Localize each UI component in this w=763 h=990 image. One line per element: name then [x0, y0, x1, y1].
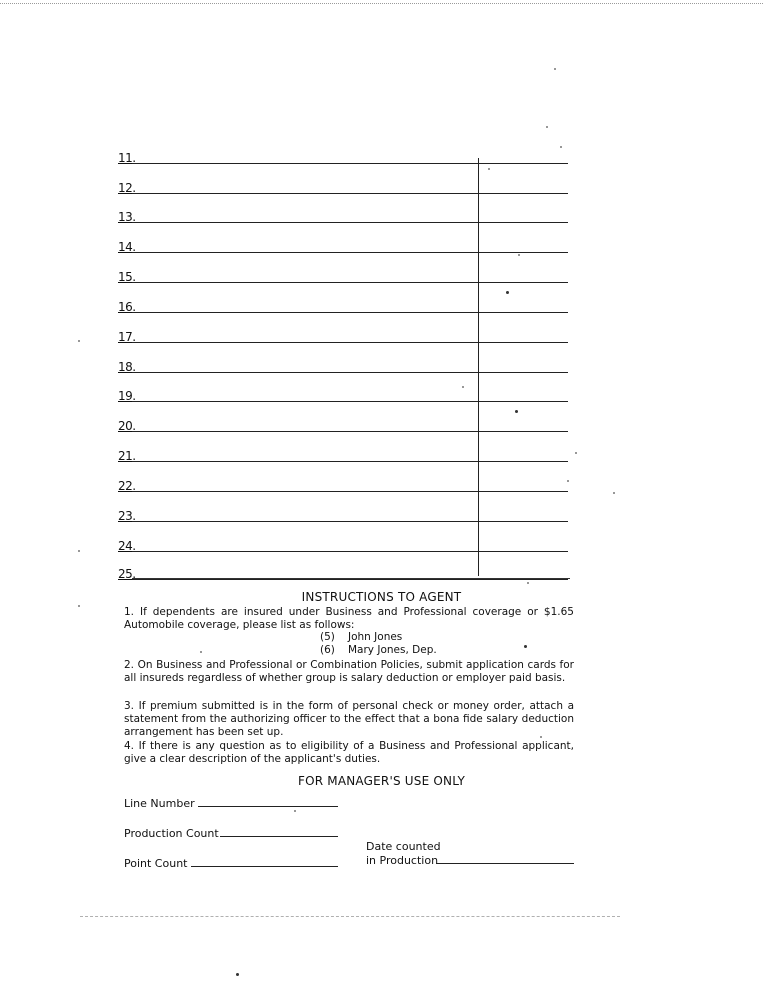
example-number: (5) [320, 631, 335, 643]
instruction-item-3: 3. If premium submitted is in the form of personal check or money order, attach a statement from the authorizing officer to the effect that a bona fide salary deduction arrangement has been set up. [124, 700, 574, 738]
column-divider [478, 158, 479, 576]
entry-line [118, 297, 568, 313]
scan-speck [527, 582, 529, 584]
entry-line [118, 148, 568, 164]
line-number: 18. [118, 360, 136, 374]
scan-speck [78, 340, 80, 342]
line-number: 22. [118, 479, 136, 493]
scan-speck [554, 68, 556, 70]
point-count-label: Point Count [124, 857, 188, 870]
instruction-item-2: 2. On Business and Professional or Combination Policies, submit application cards for all insureds regardless of whether group is salary deduction or employer paid basis. [124, 659, 574, 684]
line-rule [132, 431, 568, 432]
line-rule [132, 491, 568, 492]
line-number: 19. [118, 389, 136, 403]
line-number: 23. [118, 509, 136, 523]
entry-line [118, 357, 568, 373]
production-count-label: Production Count [124, 827, 219, 840]
instructions-heading: INSTRUCTIONS TO AGENT [301, 590, 462, 604]
date-counted-field[interactable] [436, 863, 574, 864]
production-count-field[interactable] [220, 836, 338, 837]
manager-heading: FOR MANAGER'S USE ONLY [297, 774, 466, 788]
dependent-example-1 [320, 631, 402, 644]
line-number: 11. [118, 151, 136, 165]
line-number-field[interactable] [198, 806, 338, 807]
scan-speck [524, 645, 527, 648]
entry-line [118, 506, 568, 522]
line-number: 12. [118, 181, 136, 195]
line-number: 13. [118, 210, 136, 224]
scan-speck [515, 410, 518, 413]
scan-speck [506, 291, 509, 294]
line-rule [132, 579, 568, 580]
entry-line [118, 476, 568, 492]
in-production-label: in Production [366, 854, 439, 867]
line-rule [132, 521, 568, 522]
scan-speck [613, 492, 615, 494]
entry-line [118, 446, 568, 462]
entry-line [118, 536, 568, 552]
scan-speck [78, 605, 80, 607]
scan-speck [294, 810, 296, 812]
scan-speck [488, 168, 490, 170]
line-number: 17. [118, 330, 136, 344]
entry-line [118, 386, 568, 402]
entry-line [118, 267, 568, 283]
dependent-example-2 [320, 644, 437, 657]
line-number-label: Line Number [124, 797, 195, 810]
instruction-item-4: 4. If there is any question as to eligibility of a Business and Professional applicant, give a clear description of the applicant's duties. [124, 740, 574, 765]
example-number: (6) [320, 644, 335, 656]
example-name: John Jones [348, 631, 403, 643]
line-number: 20. [118, 419, 136, 433]
scan-speck [518, 254, 520, 256]
line-rule [132, 342, 568, 343]
line-rule [132, 252, 568, 253]
line-rule [132, 193, 568, 194]
line-number: 21. [118, 449, 136, 463]
line-number: 25. [118, 567, 136, 581]
entry-line [118, 207, 568, 223]
line-number: 24. [118, 539, 136, 553]
scan-speck [200, 651, 202, 653]
line-rule [132, 222, 568, 223]
scan-speck [575, 452, 577, 454]
line-rule [132, 282, 568, 283]
entry-line [118, 416, 568, 432]
closing-rule [132, 578, 570, 579]
line-rule [132, 312, 568, 313]
scan-speck [236, 973, 239, 976]
example-name: Mary Jones, Dep. [348, 644, 437, 656]
line-number: 15. [118, 270, 136, 284]
line-rule [132, 401, 568, 402]
entry-line [118, 178, 568, 194]
scan-edge-bottom [80, 916, 620, 917]
date-counted-label: Date counted [366, 840, 441, 853]
line-number: 16. [118, 300, 136, 314]
entry-line [118, 237, 568, 253]
point-count-field[interactable] [191, 866, 338, 867]
scan-speck [78, 550, 80, 552]
line-rule [132, 461, 568, 462]
line-rule [132, 163, 568, 164]
line-rule [132, 372, 568, 373]
entry-line [118, 327, 568, 343]
scan-speck [546, 126, 548, 128]
line-rule [132, 551, 568, 552]
instruction-item-1: 1. If dependents are insured under Business and Professional coverage or $1.65 Automobile coverage, please list as follows: [124, 606, 574, 631]
line-number: 14. [118, 240, 136, 254]
scan-edge-top [0, 3, 763, 4]
